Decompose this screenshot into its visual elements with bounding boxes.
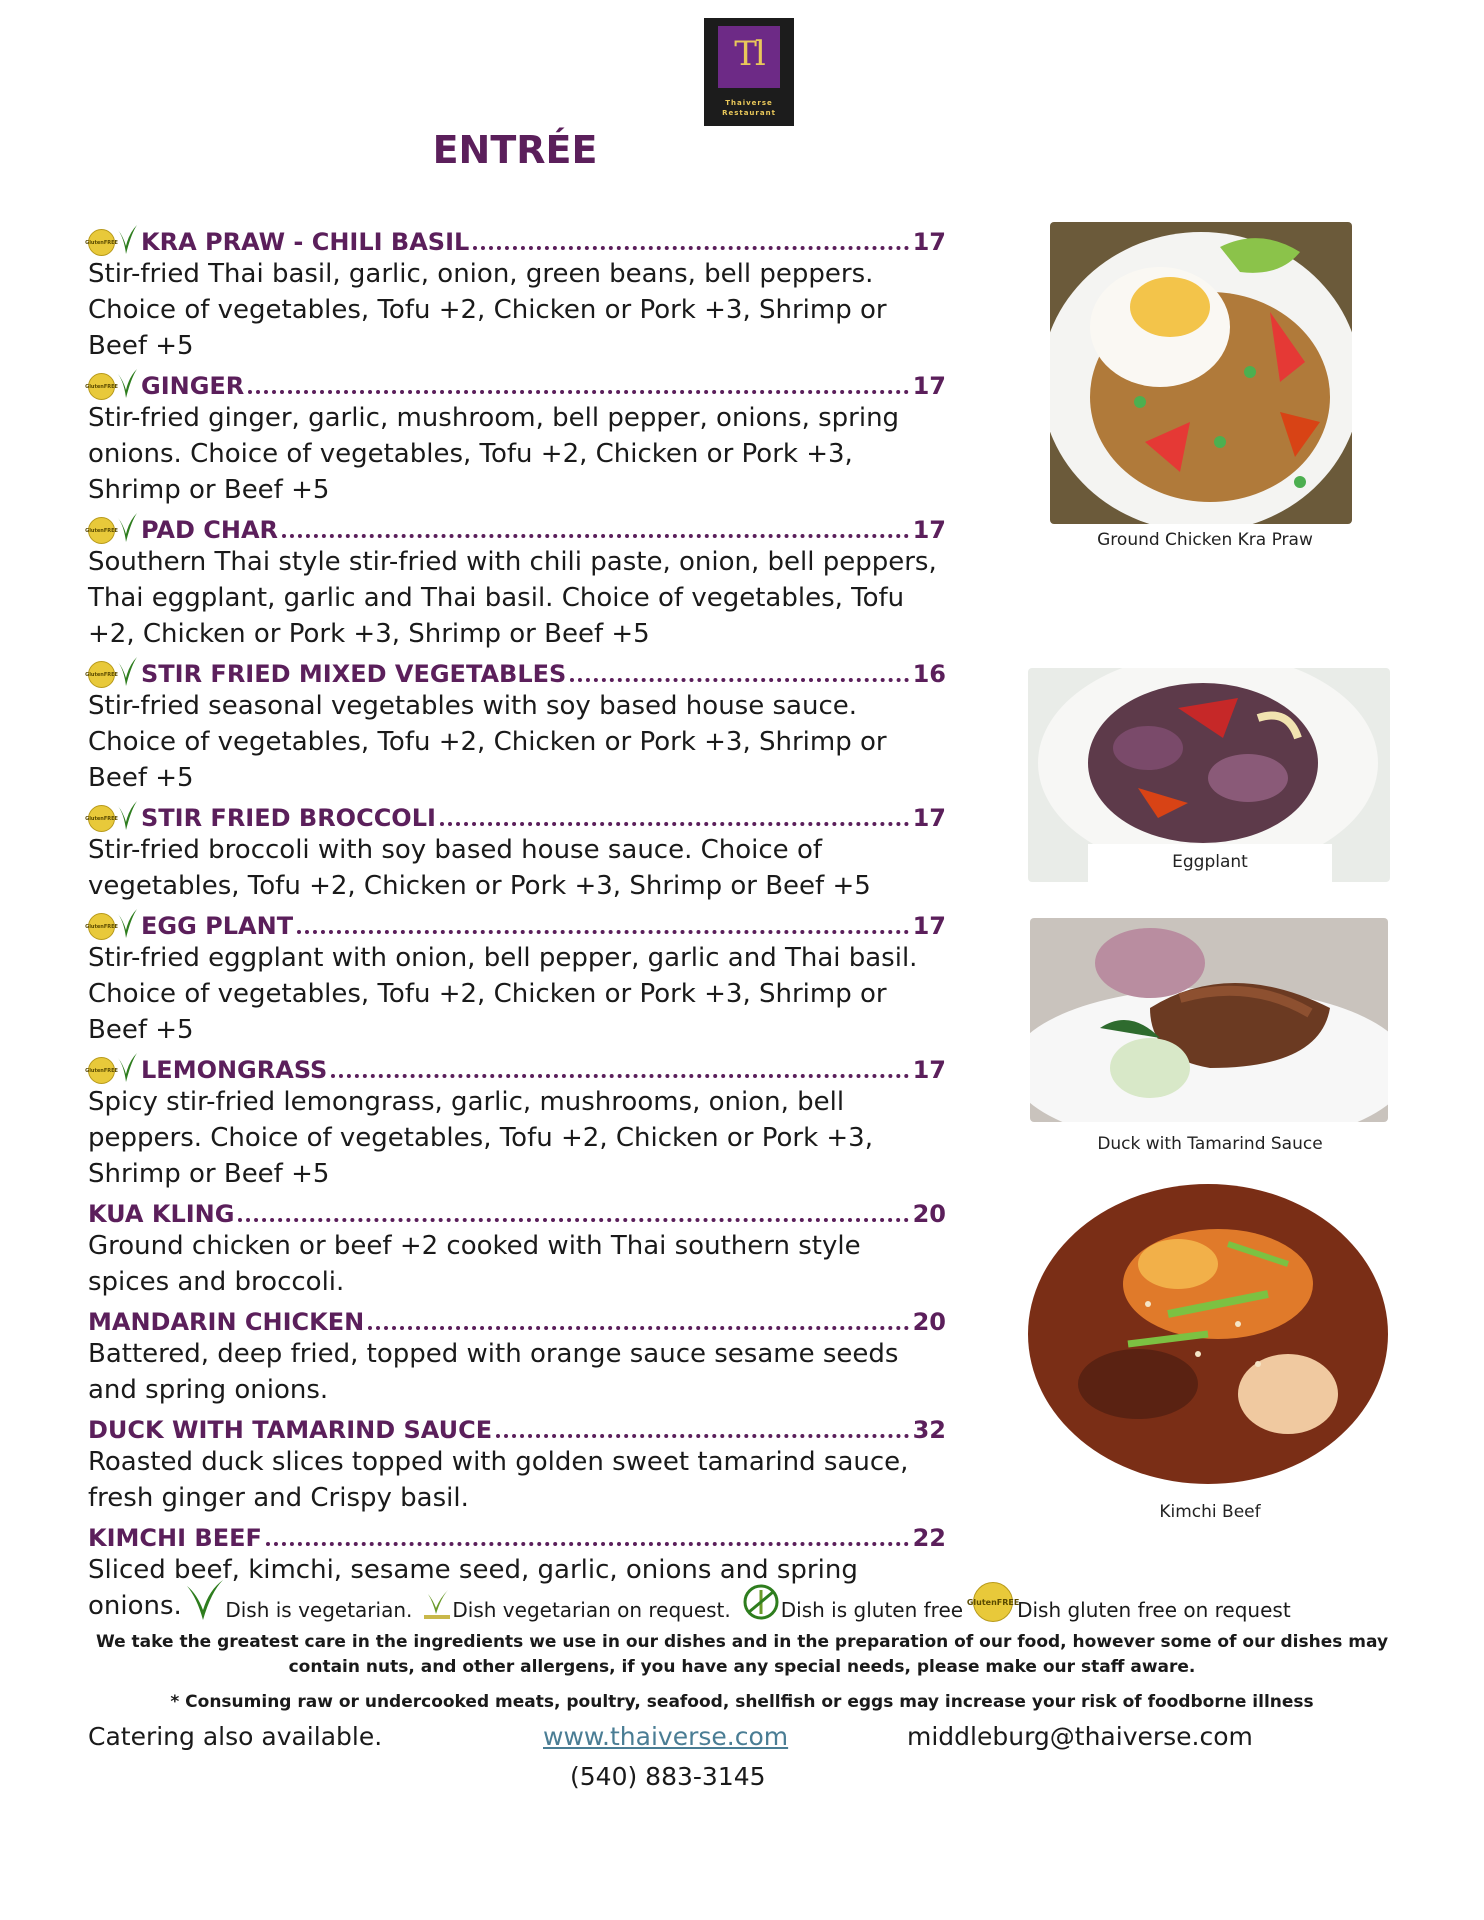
- dot-leader: [282, 534, 909, 538]
- menu-item-header: [88, 1518, 946, 1552]
- menu-item-description: Spicy stir-fried lemongrass, garlic, mushrooms, onion, bell peppers. Choice of vegetables, Tofu +2, Chicken or Pork +3, Shrimp or Beef +5: [88, 1087, 873, 1189]
- consume-note: * Consuming raw or undercooked meats, poultry, seafood, shellfish or eggs may increase your risk of foodborne illness: [170, 1692, 1314, 1712]
- photo-eggplant: [1028, 668, 1390, 882]
- vegetarian-icon: [116, 512, 138, 544]
- dot-leader: [368, 1326, 908, 1330]
- menu-item-price: 20: [912, 1308, 946, 1336]
- menu-item: [88, 1410, 946, 1516]
- menu-item-name: DUCK WITH TAMARIND SAUCE: [88, 1416, 493, 1444]
- menu-item-name: STIR FRIED BROCCOLI: [141, 804, 436, 832]
- menu-item-price: 17: [912, 372, 946, 400]
- dish-badges: [85, 908, 138, 940]
- menu-item: [85, 654, 946, 796]
- gluten-free-request-icon: Gluten FREE: [88, 913, 115, 940]
- legend-veg-request: [422, 1588, 730, 1622]
- gluten-free-request-icon: Gluten FREE: [88, 373, 115, 400]
- caption-kra-praw: Ground Chicken Kra Praw: [1097, 530, 1313, 550]
- menu-item-description: Stir-fried broccoli with soy based house sauce. Choice of vegetables, Tofu +2, Chicken or Pork +3, Shrimp or Beef +5: [88, 835, 871, 901]
- photo-kra-praw: [1050, 222, 1352, 524]
- menu-item-header: [88, 1194, 946, 1228]
- menu-item-header: [85, 1050, 946, 1084]
- dot-leader: [473, 246, 908, 250]
- gluten-free-request-icon: Gluten FREE: [88, 517, 115, 544]
- menu-item-name: EGG PLANT: [141, 912, 294, 940]
- photo-duck: [1030, 918, 1388, 1122]
- caption-kimchi-beef: Kimchi Beef: [1159, 1502, 1261, 1522]
- vegetarian-icon: [116, 800, 138, 832]
- menu-item-name: KIMCHI BEEF: [88, 1524, 262, 1552]
- dish-badges: [85, 512, 138, 544]
- menu-item-price: 22: [912, 1524, 946, 1552]
- menu-item-price: 17: [912, 1056, 946, 1084]
- website-link[interactable]: www.thaiverse.com: [543, 1722, 789, 1751]
- legend-veg-request-label: Dish vegetarian on request.: [452, 1598, 731, 1622]
- dot-leader: [297, 930, 909, 934]
- photo-kimchi-beef: [1028, 1184, 1388, 1486]
- menu-item-price: 16: [912, 660, 946, 688]
- logo-name-line2: Restaurant: [722, 109, 776, 117]
- menu-item-name: KUA KLING: [88, 1200, 235, 1228]
- menu-item-header: [88, 1410, 946, 1444]
- legend-gf-request: [966, 1582, 1291, 1622]
- menu-item-header: [85, 510, 946, 544]
- eggplant-image: [1028, 668, 1390, 882]
- menu-item: [85, 510, 946, 652]
- gluten-free-request-icon: Gluten FREE: [88, 805, 115, 832]
- kimchi-beef-image: [1028, 1184, 1388, 1486]
- dish-badges: [85, 656, 138, 688]
- menu-item-description: Southern Thai style stir-fried with chili paste, onion, bell peppers, Thai eggplant, garlic and Thai basil. Choice of vegetables, Tofu +2, Chicken or Pork +3, Shrimp or Beef +5: [88, 547, 937, 649]
- dot-leader: [570, 678, 908, 682]
- menu-item-description: Stir-fried seasonal vegetables with soy based house sauce. Choice of vegetables, Tofu +2, Chicken or Pork +3, Shrimp or Beef +5: [88, 691, 887, 793]
- menu-item-header: [85, 906, 946, 940]
- menu-item: [85, 366, 946, 508]
- menu-item-header: [88, 1302, 946, 1336]
- dish-badges: [85, 368, 138, 400]
- vegetarian-on-request-icon: [422, 1588, 452, 1622]
- menu-item: [88, 1194, 946, 1300]
- dot-leader: [238, 1218, 908, 1222]
- menu-item-name: STIR FRIED MIXED VEGETABLES: [141, 660, 567, 688]
- phone-number: (540) 883-3145: [570, 1762, 766, 1791]
- menu-item: [85, 798, 946, 904]
- kra-praw-image: [1050, 222, 1352, 524]
- dot-leader: [496, 1434, 908, 1438]
- menu-item-header: [85, 366, 946, 400]
- legend-vegetarian: [183, 1578, 412, 1622]
- menu-item: [85, 222, 946, 364]
- caption-duck: Duck with Tamarind Sauce: [1097, 1134, 1323, 1154]
- menu-item-header: [85, 654, 946, 688]
- legend-gf-label: Dish is gluten free: [780, 1598, 964, 1622]
- vegetarian-icon: [116, 908, 138, 940]
- menu-item-name: PAD CHAR: [141, 516, 278, 544]
- menu-item-description: Ground chicken or beef +2 cooked with Thai southern style spices and broccoli.: [88, 1231, 861, 1297]
- gluten-free-icon: [741, 1582, 781, 1622]
- menu-item: [85, 906, 946, 1048]
- menu-item-description: Stir-fried Thai basil, garlic, onion, green beans, bell peppers. Choice of vegetables, Tofu +2, Chicken or Pork +3, Shrimp or Beef +5: [88, 259, 887, 361]
- logo-monogram: Tl: [734, 34, 764, 74]
- legend-gf-request-label: Dish gluten free on request: [1017, 1598, 1291, 1622]
- menu-item-description: Roasted duck slices topped with golden sweet tamarind sauce, fresh ginger and Crispy basil.: [88, 1447, 909, 1513]
- dish-badges: [85, 224, 138, 256]
- menu-item-description: Stir-fried ginger, garlic, mushroom, bell pepper, onions, spring onions. Choice of vegetables, Tofu +2, Chicken or Pork +3, Shrimp or Beef +5: [88, 403, 900, 505]
- gluten-free-request-icon: Gluten FREE: [88, 1057, 115, 1084]
- menu-item-description: Stir-fried eggplant with onion, bell pepper, garlic and Thai basil. Choice of vegetables, Tofu +2, Chicken or Pork +3, Shrimp or Beef +5: [88, 943, 918, 1045]
- duck-image: [1030, 918, 1388, 1122]
- menu-list: [85, 222, 946, 1626]
- catering-text: Catering also available.: [88, 1722, 383, 1751]
- logo-name-line1: Thaiverse: [725, 99, 773, 107]
- menu-item: [85, 1050, 946, 1192]
- menu-item-price: 17: [912, 516, 946, 544]
- email-address[interactable]: middleburg@thaiverse.com: [907, 1722, 1253, 1751]
- vegetarian-icon: [116, 1052, 138, 1084]
- dot-leader: [331, 1074, 908, 1078]
- menu-item-header: [85, 798, 946, 832]
- dot-leader: [266, 1542, 909, 1546]
- menu-item-price: 17: [912, 804, 946, 832]
- menu-item-name: GINGER: [141, 372, 245, 400]
- vegetarian-icon: [116, 656, 138, 688]
- menu-item-description: Sliced beef, kimchi, sesame seed, garlic, onions and spring onions.: [88, 1555, 858, 1621]
- menu-item-description: Battered, deep fried, topped with orange sauce sesame seeds and spring onions.: [88, 1339, 899, 1405]
- menu-item-price: 17: [912, 912, 946, 940]
- vegetarian-icon: [116, 224, 138, 256]
- caption-eggplant: Eggplant: [1172, 852, 1248, 872]
- menu-item-name: KRA PRAW - CHILI BASIL: [141, 228, 470, 256]
- legend-veg-label: Dish is vegetarian.: [225, 1598, 413, 1622]
- gluten-free-request-icon: Gluten FREE: [973, 1582, 1013, 1622]
- menu-item-name: MANDARIN CHICKEN: [88, 1308, 365, 1336]
- menu-item-name: LEMONGRASS: [141, 1056, 328, 1084]
- menu-item: [88, 1302, 946, 1408]
- restaurant-logo: [704, 18, 794, 126]
- menu-item-price: 32: [912, 1416, 946, 1444]
- vegetarian-icon: [116, 368, 138, 400]
- dish-badges: [85, 800, 138, 832]
- dot-leader: [440, 822, 909, 826]
- gluten-free-request-icon: Gluten FREE: [88, 661, 115, 688]
- dot-leader: [248, 390, 908, 394]
- menu-item-header: [85, 222, 946, 256]
- page-title: ENTRÉE: [432, 128, 598, 172]
- dish-badges: [85, 1052, 138, 1084]
- menu-item-price: 17: [912, 228, 946, 256]
- legend: [0, 1578, 1484, 1622]
- vegetarian-icon: [183, 1578, 225, 1622]
- gluten-free-request-icon: Gluten FREE: [88, 229, 115, 256]
- logo-name: [704, 98, 794, 118]
- menu-item-price: 20: [912, 1200, 946, 1228]
- allergy-note: We take the greatest care in the ingredients we use in our dishes and in the preparation of our food, however some of our dishes may contain nuts, and other allergens, if you have any special needs, please make our staff aware.: [95, 1632, 1389, 1677]
- legend-gluten-free: [741, 1582, 963, 1622]
